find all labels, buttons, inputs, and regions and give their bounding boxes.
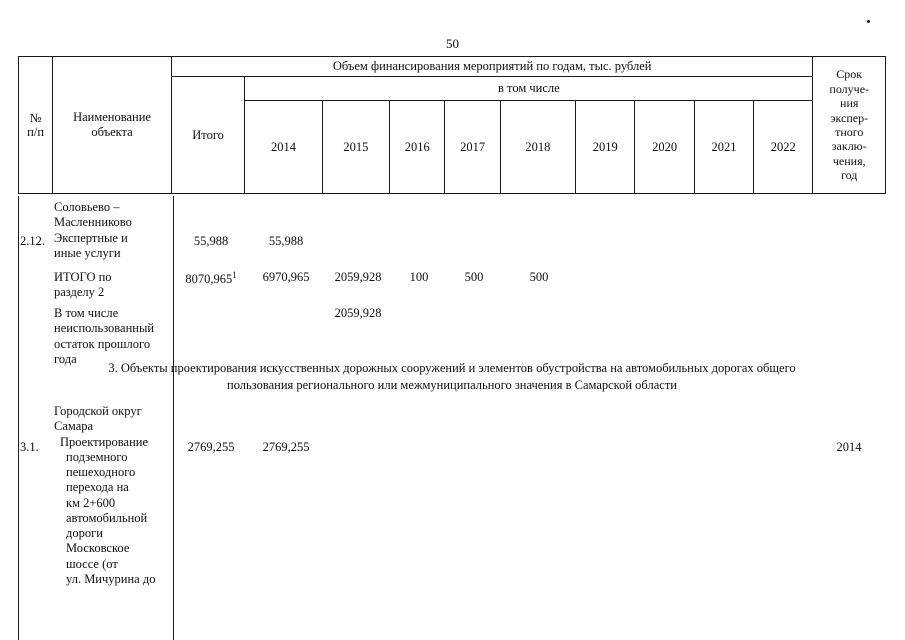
- header-cell-year-2017: 2017: [445, 101, 500, 194]
- section-heading-line1: 3. Объекты проектирования искусственных дорожных сооружений и элементов обустройства на автомобильных дорогах общего: [108, 361, 796, 375]
- header-cell-year-2018: 2018: [500, 101, 575, 194]
- row-object-line1: Соловьево –: [54, 200, 120, 214]
- header-term-line2: получе-: [829, 81, 870, 96]
- header-cell-year-2022: 2022: [754, 101, 813, 194]
- row-2017-value: 500: [464, 270, 484, 284]
- table-column-divider: [173, 196, 174, 640]
- header-object-line2: объекта: [91, 125, 133, 139]
- header-cell-including: в том числе: [245, 77, 813, 101]
- row-2015-value: 2059,928: [334, 270, 382, 284]
- header-cell-number: [19, 57, 53, 194]
- row-2014-value: 2769,255: [262, 440, 310, 454]
- row-object-line1: В том числе: [54, 306, 119, 320]
- row-2014-value: 55,988: [268, 234, 304, 248]
- header-cell-object: [53, 57, 172, 194]
- header-cell-total: Итого: [171, 77, 244, 194]
- header-term-line3: ния: [840, 96, 859, 111]
- row-2014-value: 6970,965: [262, 270, 310, 284]
- table-left-border: [18, 196, 19, 640]
- table-header-row-1: [19, 57, 886, 77]
- row-object-line5: пешеходного: [66, 465, 136, 479]
- row-term-value: 2014: [836, 440, 862, 454]
- row-object-line2: Самара: [54, 419, 94, 434]
- corner-mark-dot: [867, 20, 870, 23]
- row-object-line8: автомобильной: [66, 510, 148, 525]
- header-term-line5: тного: [835, 125, 864, 139]
- row-total-value: 2769,255: [187, 440, 235, 454]
- header-cell-year-2016: 2016: [390, 101, 445, 194]
- section-heading: [18, 360, 886, 394]
- header-cell-year-2015: 2015: [322, 101, 389, 194]
- header-term-line4: экспер-: [830, 110, 869, 125]
- row-total-value: [175, 270, 247, 287]
- row-object-line7: км 2+600: [66, 495, 116, 510]
- section-heading-line2: пользования регионального или межмуниципального значения в Самарской области: [227, 377, 677, 392]
- row-2018-value: 500: [529, 270, 549, 284]
- row-object-line12: ул. Мичурина до: [66, 571, 156, 586]
- header-object-line1: Наименование: [73, 110, 151, 124]
- header-number-line1: №: [29, 110, 42, 125]
- header-cell-year-2019: 2019: [576, 101, 635, 194]
- row-object-line3: Экспертные и: [54, 230, 128, 245]
- row-object-name: [54, 200, 170, 261]
- header-cell-volume: Объем финансирования мероприятий по годам, тыс. рублей: [171, 57, 813, 77]
- header-cell-year-2020: 2020: [635, 101, 694, 194]
- header-cell-year-2014: 2014: [245, 101, 322, 194]
- row-object-line2: Масленниково: [54, 215, 132, 230]
- row-object-name: [54, 306, 170, 367]
- row-object-line11: шоссе (от: [66, 556, 118, 571]
- row-2016-value: 100: [409, 270, 429, 284]
- row-total-value: 55,988: [193, 234, 229, 248]
- row-total-number: 8070,965: [185, 272, 233, 287]
- row-object-line9: дороги: [66, 526, 103, 540]
- row-number: 3.1.: [20, 440, 39, 454]
- row-object-line4: подземного: [66, 449, 128, 464]
- header-number-line2: п/п: [27, 125, 45, 139]
- row-object-line4: года: [54, 351, 77, 366]
- row-object-line1: Городской округ: [54, 404, 142, 418]
- header-term-line8: год: [841, 168, 858, 183]
- row-object-line3: остаток прошлого: [54, 336, 151, 351]
- row-2015-value: 2059,928: [334, 306, 382, 320]
- finance-table-header: [18, 56, 886, 194]
- row-number: 2.12.: [20, 234, 45, 248]
- row-object-line10: Московское: [66, 541, 130, 556]
- header-term-line7: чения,: [832, 153, 866, 168]
- header-term-line1: Срок: [836, 67, 863, 82]
- row-object-line6: перехода на: [66, 480, 129, 495]
- row-object-name: [54, 404, 170, 587]
- page-number: 50: [446, 36, 459, 51]
- finance-table-body: [18, 196, 886, 640]
- header-cell-year-2021: 2021: [694, 101, 753, 194]
- row-object-line1: ИТОГО по: [54, 270, 112, 284]
- row-object-line4: иные услуги: [54, 245, 121, 260]
- row-object-name: [54, 270, 170, 301]
- row-object-line2: неиспользованный: [54, 321, 155, 336]
- header-cell-term: [813, 57, 886, 194]
- header-term-line6: заклю-: [831, 139, 867, 154]
- row-total-footnote: 1: [232, 270, 237, 280]
- row-object-line3: Проектирование: [60, 434, 149, 449]
- row-object-line2: разделу 2: [54, 285, 105, 300]
